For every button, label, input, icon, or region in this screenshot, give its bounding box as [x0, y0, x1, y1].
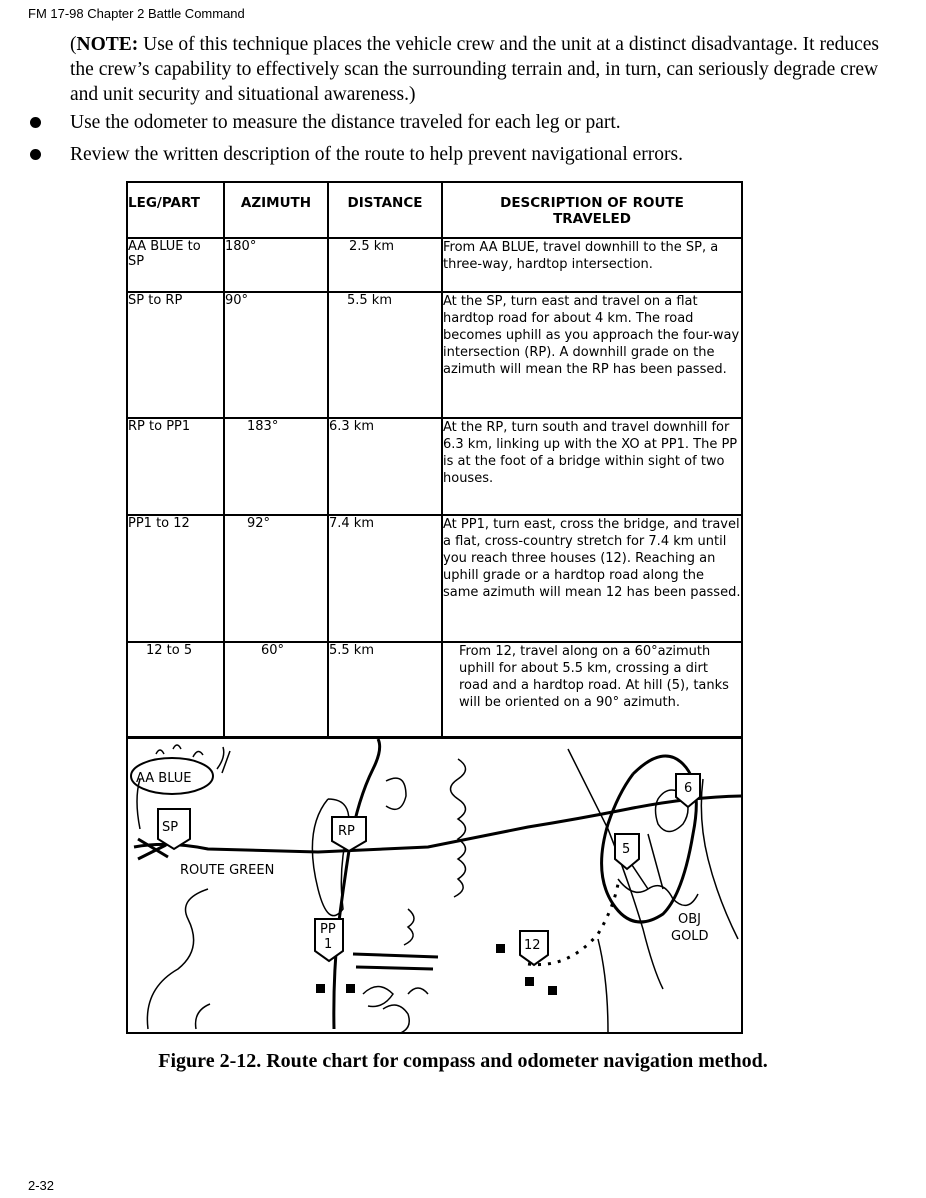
- col-header-description: DESCRIPTION OF ROUTE TRAVELED: [442, 182, 742, 238]
- bullet-icon: [30, 149, 41, 160]
- route-map-drawing: [128, 739, 741, 1032]
- table-row: [127, 238, 742, 292]
- list-item: [30, 110, 900, 142]
- page-number: 2-32: [28, 1178, 55, 1193]
- col-header-distance: DISTANCE: [328, 182, 442, 238]
- cell-description: At PP1, turn east, cross the bridge, and travel a flat, cross-country stretch for 7.4 km until you reach three houses (12). Reaching an uphill grade or a hardtop road along the same azimuth will mean 12 has been passed.: [442, 515, 742, 642]
- cell-description: From 12, travel along on a 60°azimuth uphill for about 5.5 km, crossing a dirt road and a hardtop road. At hill (5), tanks will be oriented on a 90° azimuth.: [442, 642, 742, 737]
- cell-azimuth: 183°: [224, 418, 328, 515]
- cell-distance: 6.3 km: [328, 418, 442, 515]
- obj-gold-label-line2: GOLD: [671, 929, 709, 944]
- cell-leg: AA BLUE to SP: [127, 238, 224, 292]
- note-label: NOTE:: [76, 34, 139, 55]
- figure-caption: Figure 2-12. Route chart for compass and odometer navigation method.: [158, 1050, 768, 1072]
- cell-description: At the RP, turn south and travel downhill for 6.3 km, linking up with the XO at PP1. The PP is at the foot of a bridge within sight of two houses.: [442, 418, 742, 515]
- bullet-text: Use the odometer to measure the distance traveled for each leg or part.: [70, 112, 621, 133]
- cell-distance: 2.5 km: [328, 238, 442, 292]
- checkpoint-5-label: 5: [622, 842, 631, 857]
- cell-distance: 5.5 km: [328, 642, 442, 737]
- note-paragraph: [70, 32, 905, 107]
- sp-label: SP: [162, 820, 179, 835]
- note-open-paren: (: [70, 34, 77, 55]
- cell-description: At the SP, turn east and travel on a flat hardtop road for about 4 km. The road becomes uphill as you approach the four-way intersection (RP). A downhill grade on the azimuth will mean the RP has been passed.: [442, 292, 742, 418]
- bullet-icon: [30, 117, 41, 128]
- bullet-list: [30, 110, 900, 174]
- pp1-label-line2: 1: [324, 937, 333, 952]
- note-body: Use of this technique places the vehicle crew and the unit at a distinct disadvantage. It reduces the crew’s capability to effectively scan the surrounding terrain and, in turn, can seriously degrade crew and unit security and situational awareness.): [70, 34, 879, 105]
- list-item: [30, 142, 900, 174]
- table-header-row: [127, 182, 742, 238]
- running-header: FM 17-98 Chapter 2 Battle Command: [28, 6, 245, 21]
- cell-azimuth: 180°: [224, 238, 328, 292]
- cell-azimuth: 92°: [224, 515, 328, 642]
- table-row: [127, 515, 742, 642]
- checkpoint-6-label: 6: [684, 781, 693, 796]
- route-green-label: ROUTE GREEN: [180, 863, 275, 878]
- cell-description: From AA BLUE, travel downhill to the SP, a three-way, hardtop intersection.: [442, 238, 742, 292]
- col-header-leg: LEG/PART: [127, 182, 224, 238]
- cell-leg: 12 to 5: [127, 642, 224, 737]
- table-row: [127, 418, 742, 515]
- aa-blue-label: AA BLUE: [136, 771, 192, 786]
- route-map: [126, 737, 743, 1034]
- table-row: [127, 642, 742, 737]
- pp1-label-line1: PP: [320, 922, 336, 937]
- table-row: [127, 292, 742, 418]
- cell-distance: 5.5 km: [328, 292, 442, 418]
- bullet-text: Review the written description of the route to help prevent navigational errors.: [70, 144, 683, 165]
- cell-azimuth: 60°: [224, 642, 328, 737]
- cell-leg: RP to PP1: [127, 418, 224, 515]
- col-header-azimuth: AZIMUTH: [224, 182, 328, 238]
- cell-azimuth: 90°: [224, 292, 328, 418]
- obj-gold-label-line1: OBJ: [678, 912, 701, 927]
- rp-label: RP: [338, 824, 355, 839]
- cell-distance: 7.4 km: [328, 515, 442, 642]
- checkpoint-12-label: 12: [524, 938, 541, 953]
- route-chart-table: [126, 181, 743, 738]
- cell-leg: SP to RP: [127, 292, 224, 418]
- cell-leg: PP1 to 12: [127, 515, 224, 642]
